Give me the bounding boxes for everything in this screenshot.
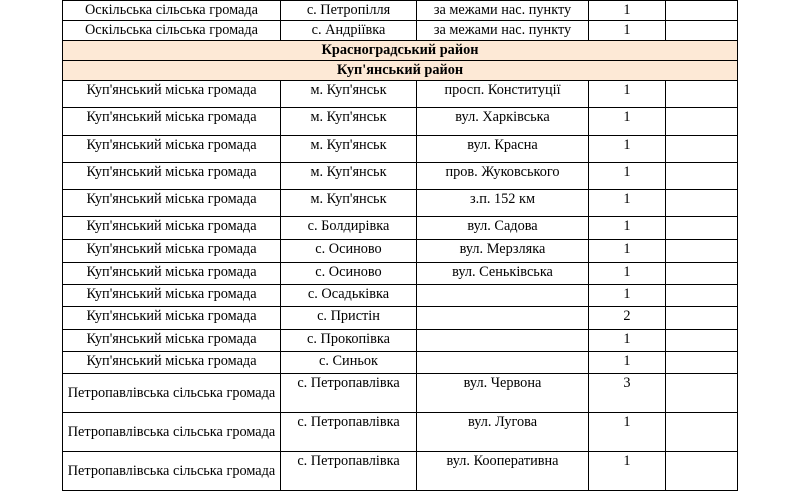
street-cell: вул. Лугова xyxy=(417,413,589,452)
empty-cell xyxy=(666,190,738,217)
table-row xyxy=(63,263,738,285)
settlement-cell: с. Осиново xyxy=(281,240,417,263)
count-cell: 1 xyxy=(589,190,666,217)
count-cell: 1 xyxy=(589,108,666,136)
district-header-row xyxy=(63,61,738,81)
settlement-cell: с. Андріївка xyxy=(281,21,417,41)
table-row xyxy=(63,452,738,491)
count-cell: 1 xyxy=(589,452,666,491)
count-cell: 1 xyxy=(589,413,666,452)
community-cell: Куп'янський міська громада xyxy=(63,330,281,352)
district-header-row xyxy=(63,41,738,61)
table-row xyxy=(63,21,738,41)
count-cell: 1 xyxy=(589,285,666,307)
community-cell: Куп'янський міська громада xyxy=(63,263,281,285)
settlement-cell: с. Петропавлівка xyxy=(281,374,417,413)
community-cell: Куп'янський міська громада xyxy=(63,307,281,330)
count-cell: 1 xyxy=(589,330,666,352)
street-cell: за межами нас. пункту xyxy=(417,1,589,21)
table-body xyxy=(63,1,738,491)
empty-cell xyxy=(666,352,738,374)
settlement-cell: м. Куп'янськ xyxy=(281,108,417,136)
street-cell: вул. Садова xyxy=(417,217,589,240)
empty-cell xyxy=(666,108,738,136)
district-title: Красноградський район xyxy=(63,41,738,61)
community-cell: Петропавлівська сільська громада xyxy=(63,452,281,491)
empty-cell xyxy=(666,374,738,413)
community-cell: Куп'янський міська громада xyxy=(63,352,281,374)
count-cell: 1 xyxy=(589,21,666,41)
street-cell: просп. Конституції xyxy=(417,81,589,108)
settlement-cell: м. Куп'янськ xyxy=(281,163,417,190)
settlement-cell: с. Осадьківка xyxy=(281,285,417,307)
count-cell: 1 xyxy=(589,163,666,190)
settlement-cell: с. Болдирівка xyxy=(281,217,417,240)
count-cell: 1 xyxy=(589,217,666,240)
empty-cell xyxy=(666,1,738,21)
street-cell: вул. Червона xyxy=(417,374,589,413)
street-cell: пров. Жуковського xyxy=(417,163,589,190)
street-cell xyxy=(417,330,589,352)
community-cell: Куп'янський міська громада xyxy=(63,285,281,307)
community-cell: Оскільська сільська громада xyxy=(63,21,281,41)
count-cell: 3 xyxy=(589,374,666,413)
settlements-table xyxy=(62,0,738,491)
table-row xyxy=(63,240,738,263)
empty-cell xyxy=(666,136,738,163)
table-row xyxy=(63,190,738,217)
street-cell: вул. Кооперативна xyxy=(417,452,589,491)
table-row xyxy=(63,217,738,240)
street-cell: вул. Красна xyxy=(417,136,589,163)
empty-cell xyxy=(666,330,738,352)
street-cell xyxy=(417,352,589,374)
empty-cell xyxy=(666,240,738,263)
empty-cell xyxy=(666,21,738,41)
empty-cell xyxy=(666,452,738,491)
table-row xyxy=(63,374,738,413)
table-row xyxy=(63,413,738,452)
empty-cell xyxy=(666,307,738,330)
community-cell: Оскільська сільська громада xyxy=(63,1,281,21)
table-row xyxy=(63,108,738,136)
count-cell: 2 xyxy=(589,307,666,330)
community-cell: Куп'янський міська громада xyxy=(63,136,281,163)
settlement-cell: с. Петропілля xyxy=(281,1,417,21)
count-cell: 1 xyxy=(589,263,666,285)
street-cell xyxy=(417,285,589,307)
count-cell: 1 xyxy=(589,352,666,374)
count-cell: 1 xyxy=(589,1,666,21)
table-row xyxy=(63,1,738,21)
table-row xyxy=(63,136,738,163)
empty-cell xyxy=(666,163,738,190)
settlement-cell: м. Куп'янськ xyxy=(281,81,417,108)
street-cell: вул. Харківська xyxy=(417,108,589,136)
settlement-cell: с. Осиново xyxy=(281,263,417,285)
community-cell: Куп'янський міська громада xyxy=(63,240,281,263)
community-cell: Куп'янський міська громада xyxy=(63,108,281,136)
settlement-cell: с. Пристін xyxy=(281,307,417,330)
community-cell: Куп'янський міська громада xyxy=(63,217,281,240)
table-row xyxy=(63,352,738,374)
district-title: Куп'янський район xyxy=(63,61,738,81)
empty-cell xyxy=(666,285,738,307)
empty-cell xyxy=(666,263,738,285)
table-row xyxy=(63,307,738,330)
community-cell: Куп'янський міська громада xyxy=(63,163,281,190)
community-cell: Куп'янський міська громада xyxy=(63,81,281,108)
table-row xyxy=(63,285,738,307)
count-cell: 1 xyxy=(589,240,666,263)
community-cell: Петропавлівська сільська громада xyxy=(63,374,281,413)
count-cell: 1 xyxy=(589,136,666,163)
empty-cell xyxy=(666,413,738,452)
count-cell: 1 xyxy=(589,81,666,108)
community-cell: Петропавлівська сільська громада xyxy=(63,413,281,452)
empty-cell xyxy=(666,217,738,240)
street-cell: вул. Сеньківська xyxy=(417,263,589,285)
table-row xyxy=(63,81,738,108)
settlement-cell: с. Синьок xyxy=(281,352,417,374)
empty-cell xyxy=(666,81,738,108)
community-cell: Куп'янський міська громада xyxy=(63,190,281,217)
street-cell: з.п. 152 км xyxy=(417,190,589,217)
settlement-cell: м. Куп'янськ xyxy=(281,190,417,217)
settlement-cell: с. Петропавлівка xyxy=(281,413,417,452)
street-cell xyxy=(417,307,589,330)
street-cell: вул. Мерзляка xyxy=(417,240,589,263)
table-row xyxy=(63,163,738,190)
settlement-cell: с. Петропавлівка xyxy=(281,452,417,491)
settlement-cell: с. Прокопівка xyxy=(281,330,417,352)
table-row xyxy=(63,330,738,352)
settlement-cell: м. Куп'янськ xyxy=(281,136,417,163)
street-cell: за межами нас. пункту xyxy=(417,21,589,41)
